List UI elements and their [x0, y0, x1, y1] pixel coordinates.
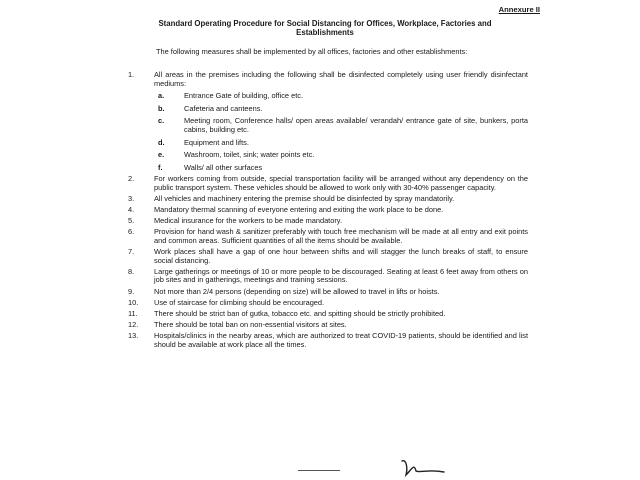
- sub-item-letter: d.: [158, 137, 165, 147]
- list-item: [128, 248, 528, 265]
- item-text: There should be strict ban of gutka, tobacco etc. and spitting should be strictly prohibited.: [154, 309, 446, 318]
- item-text: Large gatherings or meetings of 10 or more people to be discouraged. Seating at least 6 feet away from others on job sites and in gatherings, meetings and training sessions.: [154, 266, 528, 285]
- item-number: 13.: [128, 331, 139, 341]
- sub-item-text: Cafeteria and canteens.: [184, 103, 263, 113]
- sub-item-letter: c.: [158, 116, 165, 126]
- list-item: [128, 228, 528, 245]
- signature-mark: [398, 455, 448, 479]
- list-item: [128, 332, 528, 349]
- list-item: [128, 288, 528, 297]
- item-text: Use of staircase for climbing should be encouraged.: [154, 297, 325, 307]
- sub-item-text: Walls/ all other surfaces: [184, 162, 263, 172]
- item-number: 12.: [128, 320, 139, 330]
- list-item: [128, 310, 528, 319]
- item-number: 6.: [128, 227, 135, 237]
- item-text: For workers coming from outside, special transportation facility will be arranged without any dependency on the public transport system. These vehicles should be allowed to work only with 30-40% passenger capacity.: [154, 173, 528, 192]
- item-number: 10.: [128, 297, 139, 307]
- item-text: All areas in the premises including the following shall be disinfected completely using user friendly disinfectant mediums:: [154, 70, 528, 88]
- item-number: 1.: [128, 70, 135, 79]
- sub-item-letter: e.: [158, 150, 165, 160]
- item-number: 8.: [128, 266, 135, 276]
- sub-item: [158, 164, 528, 173]
- measures-list: [128, 71, 528, 352]
- list-item: [128, 321, 528, 330]
- list-item: [128, 206, 528, 215]
- list-item: [128, 71, 528, 172]
- sub-item-text: Equipment and lifts.: [184, 137, 249, 147]
- sub-item: [158, 92, 528, 101]
- list-item: [128, 299, 528, 308]
- item-text: Provision for hand wash & sanitizer preferably with touch free mechanism will be made at all entry and exit points and common areas. Sufficient quantities of all the items should be available.: [154, 227, 528, 245]
- signature-line: [298, 470, 340, 471]
- item-text: Medical insurance for the workers to be made mandatory.: [154, 216, 343, 226]
- sub-item: [158, 151, 528, 160]
- sub-item-text: Meeting room, Conference halls/ open areas available/ verandah/ entrance gate of site, bunkers, porta cabins, building etc.: [184, 116, 528, 134]
- item-number: 7.: [128, 247, 135, 257]
- item-number: 9.: [128, 286, 135, 296]
- sub-item: [158, 139, 528, 148]
- item-text: Not more than 2/4 persons (depending on size) will be allowed to travel in lifts or hoists.: [154, 286, 440, 296]
- list-item: [128, 268, 528, 285]
- document-title: Standard Operating Procedure for Social Distancing for Offices, Workplace, Factories and Establishments: [158, 19, 492, 37]
- sub-item: [158, 105, 528, 114]
- list-item: [128, 195, 528, 204]
- item-text: Work places shall have a gap of one hour between shifts and will stagger the lunch breaks of staff, to ensure social distancing.: [154, 247, 528, 265]
- item-text: Hospitals/clinics in the nearby areas, which are authorized to treat COVID-19 patients, should be identified and list should be available at work place all the times.: [154, 331, 528, 349]
- item-text: Mandatory thermal scanning of everyone entering and exiting the work place to be done.: [154, 204, 444, 214]
- item-text: There should be total ban on non-essential visitors at sites.: [154, 320, 347, 330]
- sub-item-letter: a.: [158, 91, 165, 101]
- item-number: 4.: [128, 204, 135, 214]
- sub-item-letter: f.: [158, 162, 163, 172]
- sub-item-letter: b.: [158, 103, 165, 113]
- intro-paragraph: The following measures shall be implemented by all offices, factories and other establishments:: [156, 47, 468, 56]
- item-number: 5.: [128, 216, 135, 226]
- list-item: [128, 175, 528, 192]
- item-number: 3.: [128, 193, 135, 203]
- annexure-label: Annexure II: [498, 5, 540, 14]
- item-number: 2.: [128, 173, 135, 183]
- list-item: [128, 217, 528, 226]
- sub-item-text: Washroom, toilet, sink; water points etc.: [184, 150, 315, 160]
- item-text: All vehicles and machinery entering the premise should be disinfected by spray mandatorily.: [154, 193, 455, 203]
- sub-item: [158, 117, 528, 134]
- item-number: 11.: [128, 309, 138, 318]
- sub-item-text: Entrance Gate of building, office etc.: [184, 91, 304, 101]
